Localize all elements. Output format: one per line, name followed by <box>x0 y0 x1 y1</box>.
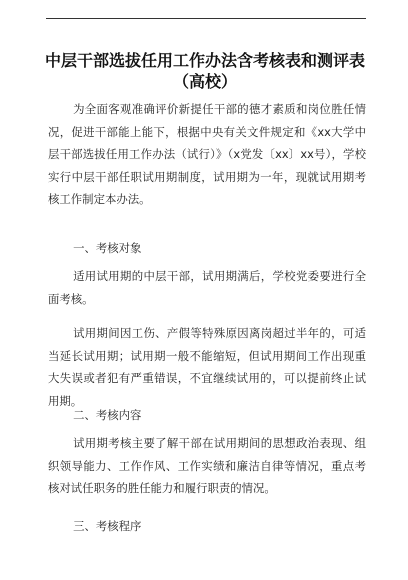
section-heading-2: 二、考核内容 <box>73 408 142 422</box>
title-line-2: （高校） <box>172 72 237 91</box>
header-rule <box>46 18 366 19</box>
intro-paragraph: 为全面客观准确评价新提任干部的德才素质和岗位胜任情况，促进干部能上能下，根据中央有关文件规定和《xx大学中层干部选拔任用工作办法（试行）》（x党发〔xx〕xx号），学校实行中层干部任职试用期制度，试用期为一年，现就试用期考核工作制定本办法。 <box>48 102 366 206</box>
title-line-1: 中层干部选拔任用工作办法含考核表和测评表 <box>44 51 365 70</box>
section-heading-3: 三、考核程序 <box>73 519 142 533</box>
section1-paragraph-2: 试用期间因工伤、产假等特殊原因离岗超过半年的，可适当延长试用期；试用期一般不能缩短，但试用期间工作出现重大失误或者犯有严重错误，不宜继续试用的，可以提前终止试用期。 <box>48 326 366 408</box>
section-heading-1: 一、考核对象 <box>73 241 142 255</box>
section2-paragraph-1: 试用期考核主要了解干部在试用期间的思想政治表现、组织领导能力、工作作风、工作实绩和廉洁自律等情况，重点考核对试任职务的胜任能力和履行职责的情况。 <box>48 436 366 495</box>
section1-paragraph-1: 适用试用期的中层干部，试用期满后，学校党委要进行全面考核。 <box>48 269 366 306</box>
document-title <box>40 50 370 92</box>
